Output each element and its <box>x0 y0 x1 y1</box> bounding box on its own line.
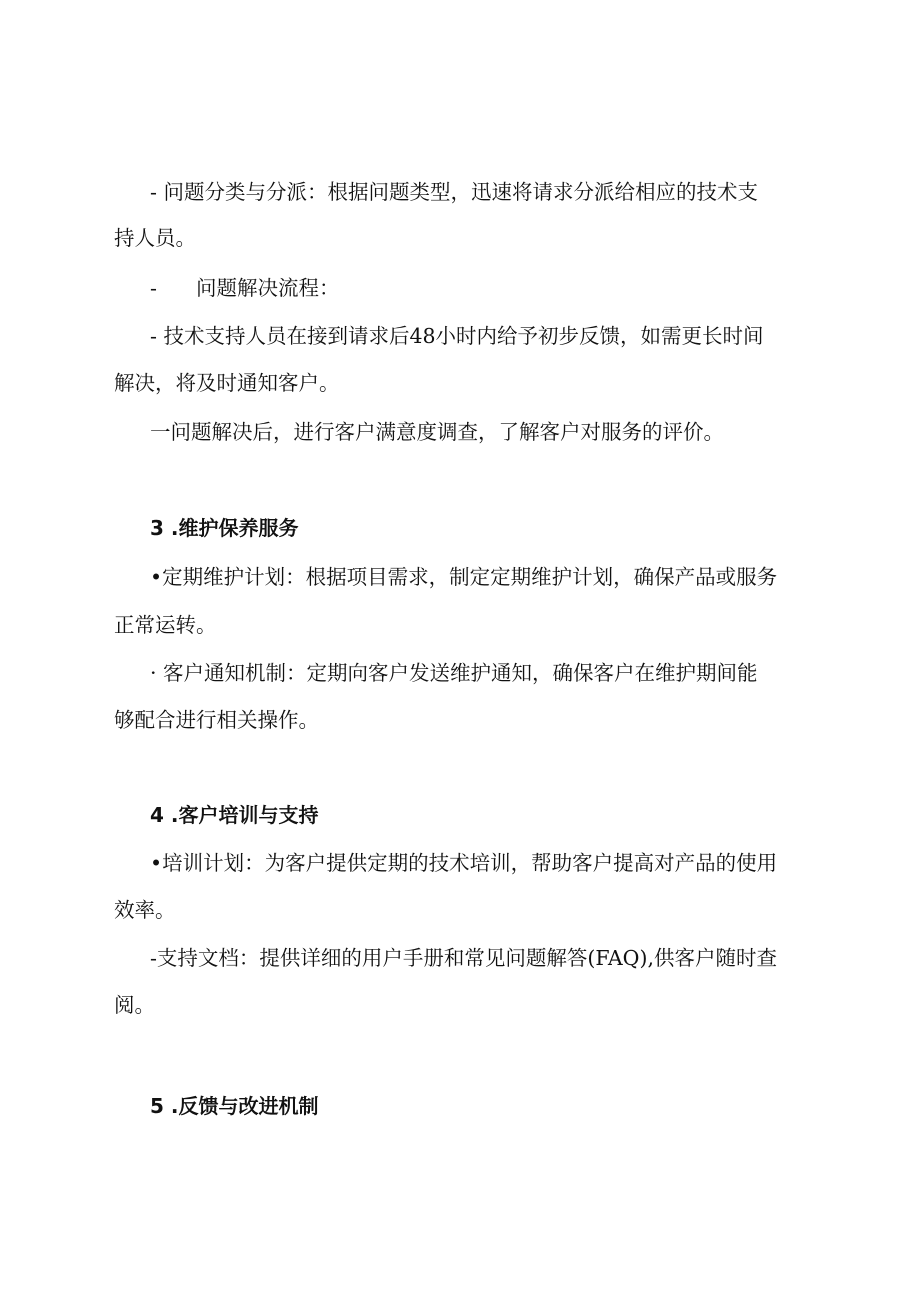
section-heading-feedback: 5 .反馈与改进机制 <box>150 1094 319 1118</box>
paragraph-issue-classification-line1: - 问题分类与分派：根据问题类型，迅速将请求分派给相应的技术支 <box>150 180 758 204</box>
section-heading-maintenance: 3 .维护保养服务 <box>150 516 299 540</box>
list-item-training-plan-line1: •培训计划：为客户提供定期的技术培训，帮助客户提高对产品的使用 <box>150 851 778 875</box>
paragraph-response-time-line2: 解决，将及时通知客户。 <box>114 371 340 395</box>
list-item-notification-line2: 够配合进行相关操作。 <box>114 708 319 732</box>
list-item-notification-line1: · 客户通知机制：定期向客户发送维护通知，确保客户在维护期间能 <box>150 661 758 685</box>
list-item-training-plan-line2: 效率。 <box>114 898 176 922</box>
list-item-support-docs-line1: -支持文档：提供详细的用户手册和常见问题解答(FAQ),供客户随时查 <box>150 946 777 970</box>
section-heading-training: 4 .客户培训与支持 <box>150 803 319 827</box>
paragraph-issue-classification-line2: 持人员。 <box>114 226 196 250</box>
list-item-maintenance-plan-line1: •定期维护计划：根据项目需求，制定定期维护计划，确保产品或服务 <box>150 565 778 589</box>
paragraph-response-time-line1: - 技术支持人员在接到请求后48小时内给予初步反馈，如需更长时间 <box>150 324 764 348</box>
list-item-maintenance-plan-line2: 正常运转。 <box>114 613 217 637</box>
paragraph-resolution-process: - 问题解决流程： <box>150 276 340 300</box>
list-item-support-docs-line2: 阅。 <box>114 993 155 1017</box>
paragraph-satisfaction-survey: 一问题解决后，进行客户满意度调查，了解客户对服务的评价。 <box>150 420 724 444</box>
